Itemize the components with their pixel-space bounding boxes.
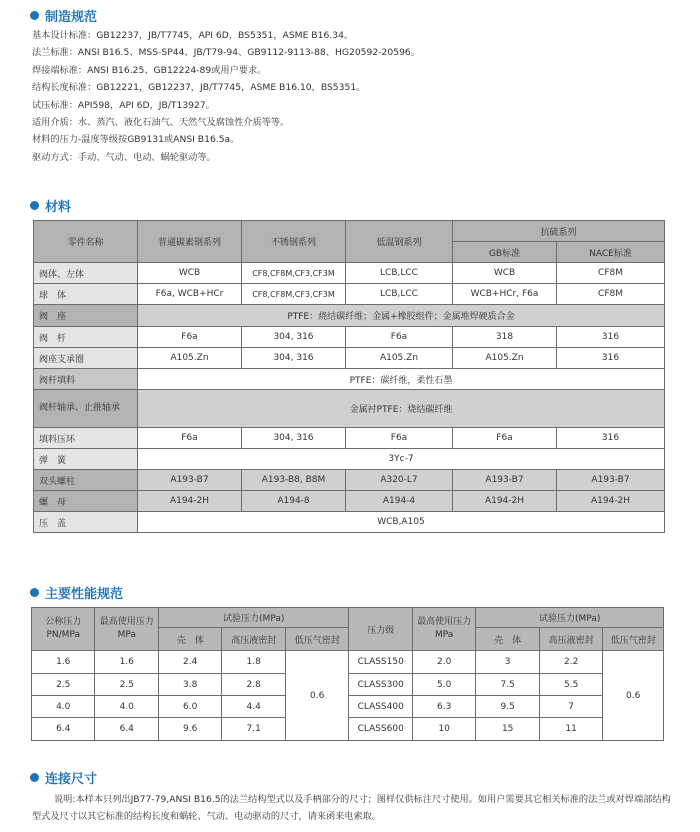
bullet-dot-icon — [30, 11, 39, 20]
section-title-connection: 连接尺寸 — [30, 768, 97, 786]
table-row: 阀 杆 F6a 304, 316 F6a 318 316 — [34, 327, 665, 348]
spec-line: 试压标准：API598，API 6D，JB/T13927。 — [32, 99, 215, 111]
table-row: 螺 母 A194-2H A194-8 A194-4 A194-2H A194-2H — [34, 491, 665, 512]
table-row: 填料压环 F6a 304, 316 F6a F6a 316 — [34, 428, 665, 449]
header-nace: NACE标准 — [557, 242, 665, 263]
section-title-standards: 制造规范 — [30, 6, 97, 24]
header-max-pressure-2: 最高使用压力MPa — [412, 608, 475, 651]
spec-line: 适用介质：水、蒸汽、液化石油气、天然气及腐蚀性介质等等。 — [32, 116, 290, 128]
table-row: 阀 座 PTFE：烧结碳纤维；金属+橡胶组件；金属堆焊硬质合金 — [34, 305, 665, 327]
header-lowtemp: 低温钢系列 — [346, 221, 453, 263]
materials-table — [33, 220, 665, 533]
header-test-pressure: 试验压力(MPa) — [158, 608, 348, 628]
bullet-dot-icon — [30, 773, 39, 782]
table-row: 阀杆轴承、止推轴承 金属衬PTFE：烧结碳纤维 — [34, 390, 665, 428]
bullet-dot-icon — [30, 201, 39, 210]
header-carbon: 普通碳素钢系列 — [138, 221, 242, 263]
table-row: 弹 簧 3Yc-7 — [34, 449, 665, 470]
spec-line: 结构长度标准：GB12221，GB12237，JB/T7745，ASME B16.10，BS5351。 — [32, 82, 366, 94]
header-shell: 壳 体 — [158, 628, 221, 651]
performance-table — [31, 607, 664, 741]
table-row: 1.6 1.6 2.4 1.8 0.6 CLASS150 2.0 3 2.2 0.6 — [32, 651, 664, 674]
table-row: 阀体、左体 WCB CF8,CF8M,CF3,CF3M LCB,LCC WCB CF8M — [34, 263, 665, 284]
header-test-pressure-2: 试验压力(MPa) — [476, 608, 664, 628]
spec-line: 驱动方式：手动、气动、电动、蜗轮驱动等。 — [32, 151, 216, 163]
header-part: 零件名称 — [34, 221, 138, 263]
table-row: 6.4 6.4 9.6 7.1 CLASS600 10 15 11 — [32, 718, 664, 741]
left-lp-seal-value: 0.6 — [285, 651, 349, 741]
right-lp-seal-value: 0.6 — [603, 651, 664, 741]
header-hp-seal: 高压液密封 — [222, 628, 285, 651]
section-title-performance: 主要性能规范 — [30, 583, 123, 601]
spec-line: 焊接端标准：ANSI B16.25、GB12224-89或用户要求。 — [32, 64, 267, 76]
header-lp-seal-2: 低压气密封 — [603, 628, 664, 651]
table-row: 压 盖 WCB,A105 — [34, 512, 665, 533]
header-sulfur: 抗硫系列 — [453, 221, 665, 242]
header-lp-seal: 低压气密封 — [285, 628, 349, 651]
header-stainless: 不锈钢系列 — [242, 221, 346, 263]
spec-line: 法兰标准：ANSI B16.5、MSS-SP44、JB/T79-94、GB9112-9113-88、HG20592-20596。 — [32, 47, 420, 59]
header-hp-seal-2: 高压液密封 — [539, 628, 602, 651]
header-class: 压力级 — [349, 608, 412, 651]
header-pn: 公称压力PN/MPa — [32, 608, 95, 651]
table-row: 4.0 4.0 6.0 4.4 CLASS400 6.3 9.5 7 — [32, 696, 664, 718]
section-title-materials: 材料 — [30, 196, 71, 214]
bullet-dot-icon — [30, 588, 39, 597]
spec-line: 材料的压力-温度等级按GB9131或ANSI B16.5a。 — [32, 134, 240, 146]
table-row: 阀杆填料 PTFE：碳纤维，柔性石墨 — [34, 369, 665, 390]
spec-line: 基本设计标准：GB12237，JB/T7745，API 6D，BS5351，ASME B16.34。 — [32, 30, 354, 41]
table-row: 阀座支承圈 A105.Zn 304, 316 A105.Zn A105.Zn 316 — [34, 348, 665, 369]
connection-note: 说明:本样本只列出JB77-79,ANSI B16.5的法兰结构型式以及手柄部分的尺寸；图样仅供标注尺寸使用。如用户需要其它相关标准的法兰或对焊端部结构型式及尺寸以其它标准的结构长度和蜗轮、气动、电动驱动的尺寸，请来函来电索取。 — [32, 794, 671, 822]
table-row: 2.5 2.5 3.8 2.8 CLASS300 5.0 7.5 5.5 — [32, 674, 664, 696]
table-row: 球 体 F6a, WCB+HCr CF8,CF8M,CF3,CF3M LCB,LCC WCB+HCr, F6a CF8M — [34, 284, 665, 305]
table-row: 双头螺柱 A193-B7 A193-B8, B8M A320-L7 A193-B7 A193-B7 — [34, 470, 665, 491]
header-shell-2: 壳 体 — [476, 628, 539, 651]
header-max-pressure: 最高使用压力MPa — [95, 608, 158, 651]
spec-lines — [32, 27, 672, 166]
header-gb: GB标准 — [453, 242, 557, 263]
